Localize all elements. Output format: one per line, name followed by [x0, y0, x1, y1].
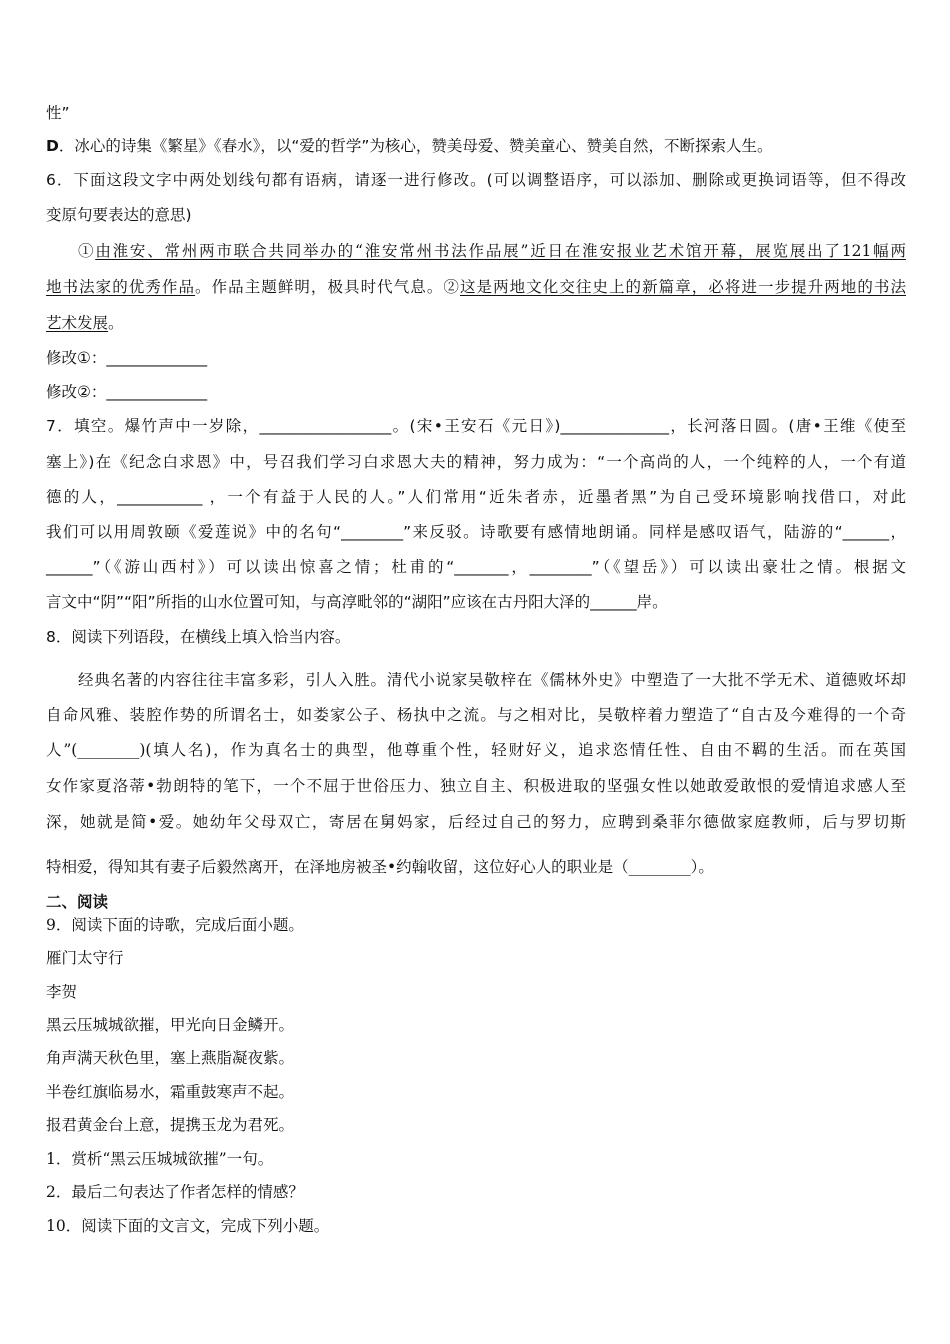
poem-line [46, 1015, 294, 1035]
text-span: 变原句要表达的意思) [46, 206, 192, 224]
question-6-prompt [46, 170, 906, 190]
question-10-prompt [46, 1216, 329, 1236]
question-5-option-c-tail [46, 103, 70, 123]
text-line [46, 205, 192, 225]
question-8-passage [46, 670, 906, 690]
text-span: 深，她就是简•爱。她幼年父母双亡，寄居在舅妈家，后经过自己的努力，应聘到桑菲尔德做家庭教师，后与罗切斯 [46, 813, 906, 831]
poem-author [46, 982, 77, 1002]
text-line [46, 452, 906, 472]
text-span: 修改②：_____________ [46, 383, 208, 401]
text-span: ① [78, 242, 96, 260]
answer-line-1 [46, 348, 207, 368]
text-span: 8．阅读下列语段，在横线上填入恰当内容。 [46, 628, 351, 646]
underlined-sentence: 地书法家的优秀作品 [46, 278, 196, 296]
text-line [46, 522, 906, 542]
text-line [46, 705, 906, 725]
text-span: 2．最后二句表达了作者怎样的情感？ [46, 1183, 304, 1201]
poem-title [46, 948, 124, 968]
text-span: 塞上》)在《纪念白求恩》中，号召我们学习白求恩大夫的精神，努力成为：“一个高尚的人，一个纯粹的人，一个有道 [46, 453, 906, 471]
text-line [46, 1115, 294, 1135]
text-line [46, 812, 906, 832]
text-span: 雁门太守行 [46, 949, 124, 967]
section-heading-reading [46, 892, 108, 912]
text-span: 黑云压城城欲摧，甲光向日金鳞开。 [46, 1016, 295, 1034]
subquestion-2 [46, 1182, 304, 1202]
text-span: 10．阅读下面的文言文，完成下列小题。 [46, 1217, 330, 1235]
text-span: 7．填空。爆竹声中一岁除，_________________。(宋•王安石《元日》)______________，长河落日圆。(唐•王维《使至 [46, 417, 906, 435]
underlined-sentence: 由淮安、常州两市联合共同举办的“淮安常州书法作品展”近日在淮安报业艺术馆开幕，展览展出了121幅两 [95, 242, 906, 260]
text-span: 我们可以用周敦颐《爱莲说》中的名句“________”来反驳。诗歌要有感情地朗诵。同样是感叹语气，陆游的“______， [46, 523, 906, 541]
text-line [46, 740, 906, 760]
text-span: 。 [108, 314, 124, 332]
text-span: 9．阅读下面的诗歌，完成后面小题。 [46, 916, 304, 934]
underlined-sentence: 这是两地文化交往史上的新篇章，必将进一步提升两地的书法 [459, 278, 906, 296]
text-span: 报君黄金台上意，提携玉龙为君死。 [46, 1116, 295, 1134]
question-5-option-d [46, 136, 772, 156]
question-7-prompt [46, 416, 906, 436]
subquestion-1 [46, 1149, 273, 1169]
text-span: 德的人，___________ ，一个有益于人民的人。”人们常用“近朱者赤，近墨者黑”为自己受环境影响找借口，对此 [46, 488, 906, 506]
text-span: 修改①：_____________ [46, 349, 208, 367]
text-span: 李贺 [46, 983, 78, 1001]
text-span: 自命风雅、装腔作势的所谓名士，如娄家公子、杨执中之流。与之相对比，吴敬梓着力塑造了“自古及今难得的一个奇 [46, 706, 906, 724]
text-span: 角声满天秋色里，塞上燕脂凝夜紫。 [46, 1049, 295, 1067]
text-span: 二、阅读 [46, 893, 109, 911]
question-9-prompt [46, 915, 304, 935]
text-span: 。作品主题鲜明，极具时代气息。② [195, 278, 460, 296]
text-line [46, 487, 906, 507]
text-span: 1．赏析“黑云压城城欲摧”一句。 [46, 1150, 274, 1168]
text-span: 人”(________)(填人名)，作为真名士的典型，他尊重个性，轻财好义，追求恣情任性、自由不羁的生活。而在英国 [46, 741, 906, 759]
text-span: 言文中“阴”“阳”所指的山水位置可知，与高淳毗邻的“湖阳”应该在古丹阳大泽的______岸。 [46, 593, 668, 611]
text-line [46, 277, 906, 297]
text-span: ______”（《游山西村》）可以读出惊喜之情；杜甫的“_______，________”（《望岳》）可以读出豪壮之情。根据文 [46, 558, 906, 576]
text-line [46, 313, 124, 333]
question-6-passage [46, 241, 906, 261]
text-span: 经典名著的内容往往丰富多彩，引人入胜。清代小说家吴敬梓在《儒林外史》中塑造了一大批不学无术、道德败坏却 [78, 671, 906, 689]
text-span: 6．下面这段文字中两处划线句都有语病，请逐一进行修改。(可以调整语序，可以添加、删除或更换词语等，但不得改 [46, 171, 906, 189]
text-line [46, 1082, 294, 1102]
text-span: 特相爱，得知其有妻子后毅然离开，在泽地房被圣•约翰收留，这位好心人的职业是（________）。 [46, 858, 714, 876]
text-line [46, 1048, 294, 1068]
text-line [46, 857, 714, 877]
text-line [46, 776, 906, 796]
text-span: 半卷红旗临易水，霜重鼓寒声不起。 [46, 1083, 295, 1101]
question-8-prompt [46, 627, 350, 647]
text-span: 女作家夏洛蒂•勃朗特的笔下，一个不屈于世俗压力、独立自主、积极进取的坚强女性以她敢爱敢恨的爱情追求感人至 [46, 777, 906, 795]
text-span: D [46, 137, 59, 155]
underlined-sentence: 艺术发展 [46, 314, 109, 332]
text-span: ．冰心的诗集《繁星》《春水》，以“爱的哲学”为核心，赞美母爱、赞美童心、赞美自然，不断探索人生。 [58, 137, 773, 155]
text-line [46, 592, 668, 612]
answer-line-2 [46, 382, 207, 402]
text-line [46, 557, 906, 577]
text-span: 性” [46, 104, 70, 122]
